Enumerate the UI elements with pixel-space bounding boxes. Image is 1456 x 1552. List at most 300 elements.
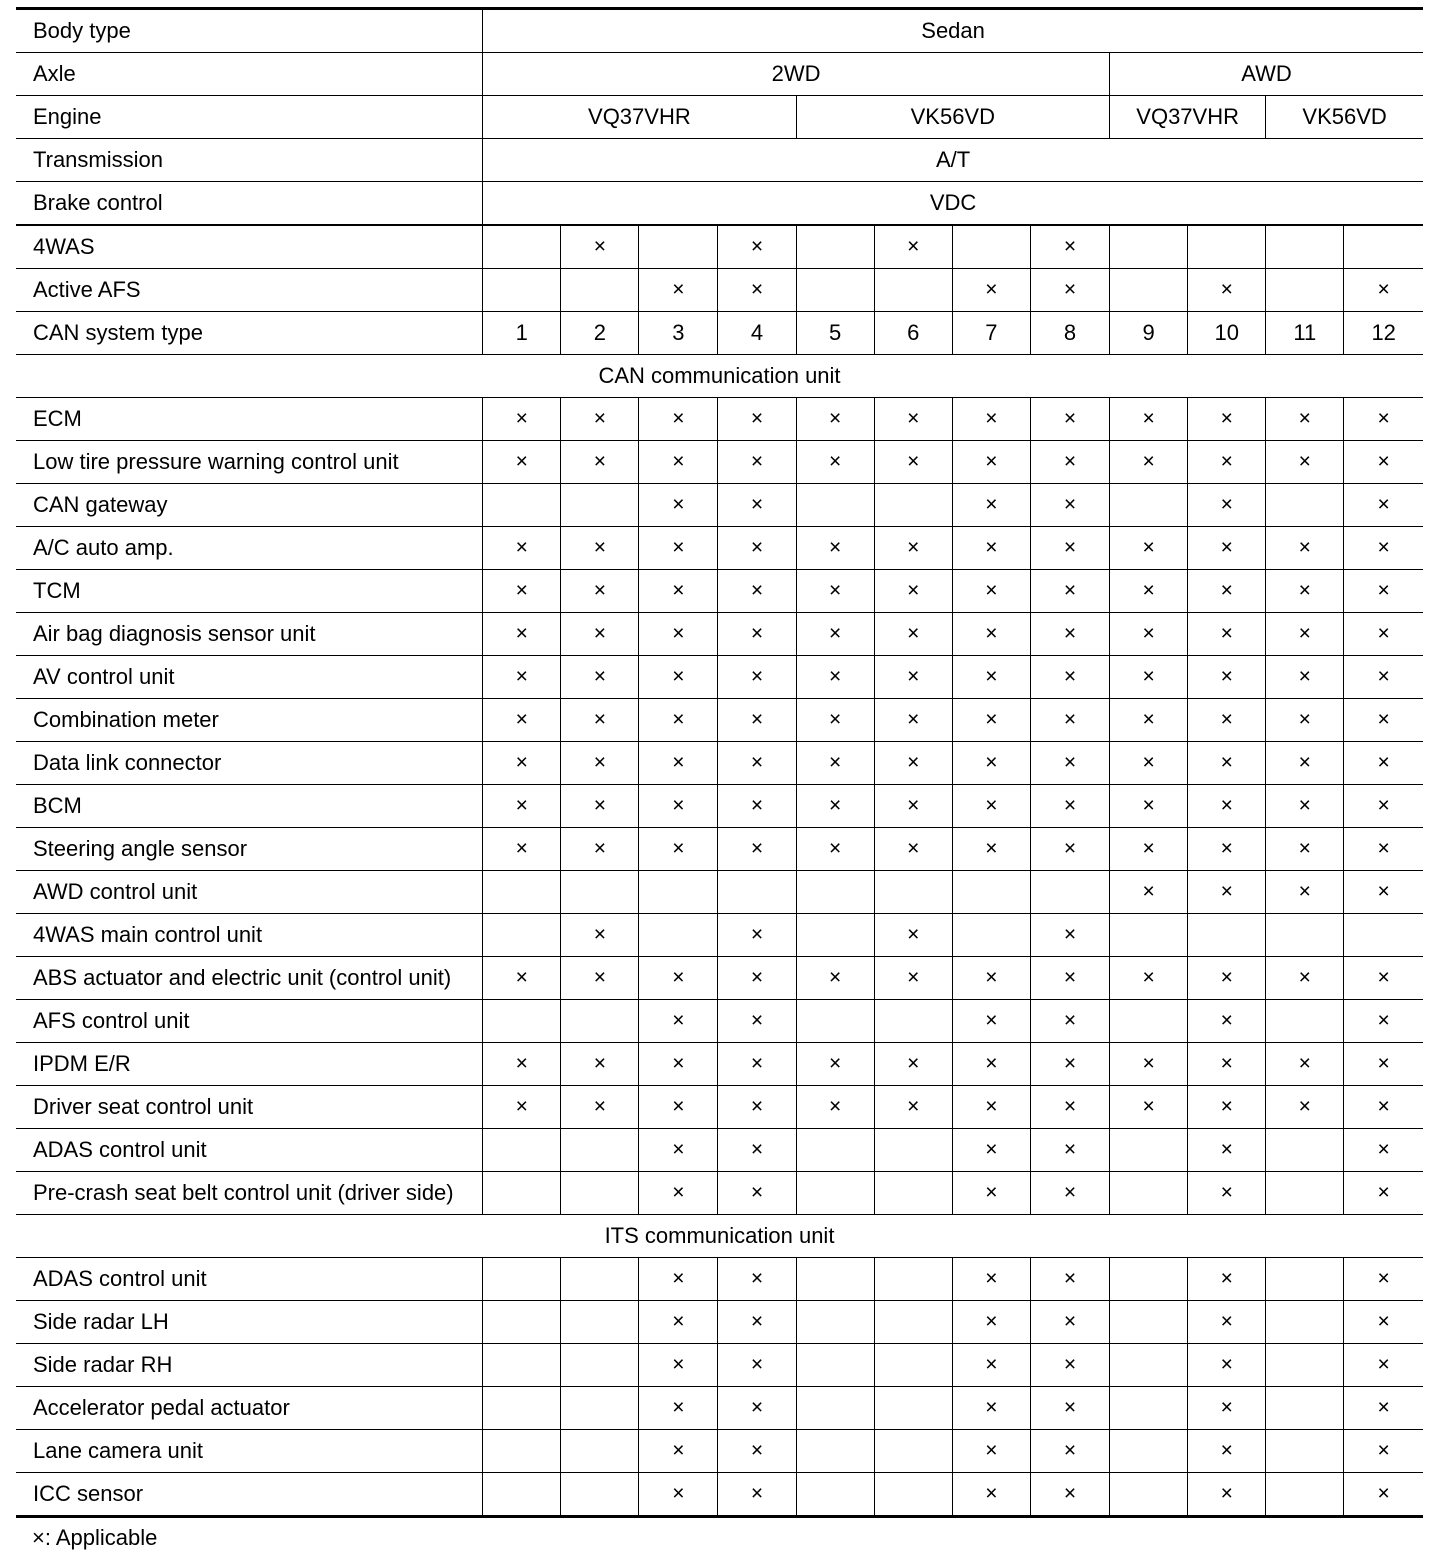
empty-cell xyxy=(874,1172,952,1215)
empty-cell xyxy=(1110,269,1188,312)
empty-cell xyxy=(1266,269,1344,312)
applicable-mark: × xyxy=(1188,1344,1266,1387)
applicable-mark: × xyxy=(1030,1086,1109,1129)
applicable-mark: × xyxy=(483,785,561,828)
applicable-mark: × xyxy=(1110,1043,1188,1086)
applicable-mark: × xyxy=(639,1258,718,1301)
unit-row xyxy=(16,871,1423,914)
applicable-mark: × xyxy=(874,914,952,957)
empty-cell xyxy=(483,1473,561,1517)
applicable-mark: × xyxy=(639,1043,718,1086)
row-label: Driver seat control unit xyxy=(16,1086,483,1129)
can-type-number: 9 xyxy=(1110,312,1188,355)
applicable-mark: × xyxy=(1188,570,1266,613)
row-label: ICC sensor xyxy=(16,1473,483,1517)
applicable-mark: × xyxy=(1030,914,1109,957)
empty-cell xyxy=(483,1000,561,1043)
applicable-mark: × xyxy=(639,570,718,613)
applicable-mark: × xyxy=(718,1473,796,1517)
empty-cell xyxy=(1110,1387,1188,1430)
unit-row xyxy=(16,484,1423,527)
applicable-mark: × xyxy=(1030,1344,1109,1387)
empty-cell xyxy=(483,914,561,957)
unit-row xyxy=(16,828,1423,871)
applicable-mark: × xyxy=(1110,785,1188,828)
empty-cell xyxy=(1266,225,1344,269)
unit-row xyxy=(16,1301,1423,1344)
applicable-mark: × xyxy=(1344,1129,1423,1172)
unit-row xyxy=(16,613,1423,656)
empty-cell xyxy=(1266,1258,1344,1301)
applicable-mark: × xyxy=(718,1258,796,1301)
applicable-mark: × xyxy=(718,1344,796,1387)
applicable-mark: × xyxy=(1188,1473,1266,1517)
applicable-mark: × xyxy=(1188,828,1266,871)
empty-cell xyxy=(1266,1387,1344,1430)
applicable-mark: × xyxy=(1188,398,1266,441)
row-label: Combination meter xyxy=(16,699,483,742)
applicable-mark: × xyxy=(952,699,1030,742)
empty-cell xyxy=(483,484,561,527)
transmission-label: Transmission xyxy=(16,139,483,182)
applicable-mark: × xyxy=(718,828,796,871)
applicable-mark: × xyxy=(483,742,561,785)
applicable-mark: × xyxy=(639,613,718,656)
brake-control-label: Brake control xyxy=(16,182,483,226)
can-type-number: 2 xyxy=(561,312,639,355)
applicable-mark: × xyxy=(639,1344,718,1387)
can-type-number: 6 xyxy=(874,312,952,355)
empty-cell xyxy=(1110,1258,1188,1301)
applicable-mark: × xyxy=(483,699,561,742)
empty-cell xyxy=(1266,1473,1344,1517)
unit-row xyxy=(16,1172,1423,1215)
applicable-mark: × xyxy=(952,828,1030,871)
can-type-number: 4 xyxy=(718,312,796,355)
body-type-label: Body type xyxy=(16,9,483,53)
applicable-mark: × xyxy=(718,269,796,312)
unit-row xyxy=(16,527,1423,570)
applicable-mark: × xyxy=(796,785,874,828)
axle-awd: AWD xyxy=(1110,53,1423,96)
applicable-mark: × xyxy=(1266,613,1344,656)
applicable-mark: × xyxy=(561,914,639,957)
applicable-mark: × xyxy=(639,527,718,570)
applicable-mark: × xyxy=(718,613,796,656)
empty-cell xyxy=(483,225,561,269)
applicable-mark: × xyxy=(952,1473,1030,1517)
applicable-mark: × xyxy=(952,957,1030,1000)
applicable-mark: × xyxy=(718,1387,796,1430)
applicable-mark: × xyxy=(718,1172,796,1215)
empty-cell xyxy=(483,1344,561,1387)
applicable-mark: × xyxy=(483,398,561,441)
engine-2wd-vk56vd: VK56VD xyxy=(796,96,1109,139)
unit-row xyxy=(16,699,1423,742)
applicable-mark: × xyxy=(952,1387,1030,1430)
applicable-mark: × xyxy=(639,1129,718,1172)
applicable-mark: × xyxy=(1188,613,1266,656)
applicable-mark: × xyxy=(718,1129,796,1172)
applicable-mark: × xyxy=(1344,484,1423,527)
applicable-mark: × xyxy=(483,570,561,613)
empty-cell xyxy=(874,484,952,527)
applicable-mark: × xyxy=(639,1473,718,1517)
empty-cell xyxy=(639,225,718,269)
row-label: CAN gateway xyxy=(16,484,483,527)
applicable-mark: × xyxy=(1344,1387,1423,1430)
unit-row xyxy=(16,1473,1423,1517)
applicable-mark: × xyxy=(952,1258,1030,1301)
empty-cell xyxy=(561,1430,639,1473)
section-title: ITS communication unit xyxy=(16,1215,1423,1258)
applicable-mark: × xyxy=(952,570,1030,613)
applicable-mark: × xyxy=(874,527,952,570)
applicable-mark: × xyxy=(639,699,718,742)
empty-cell xyxy=(1266,914,1344,957)
applicable-mark: × xyxy=(1188,656,1266,699)
empty-cell xyxy=(1266,484,1344,527)
empty-cell xyxy=(561,1473,639,1517)
empty-cell xyxy=(874,1430,952,1473)
applicable-mark: × xyxy=(1110,570,1188,613)
unit-row xyxy=(16,957,1423,1000)
engine-label: Engine xyxy=(16,96,483,139)
applicable-mark: × xyxy=(639,1301,718,1344)
row-label: BCM xyxy=(16,785,483,828)
applicable-mark: × xyxy=(1110,527,1188,570)
engine-2wd-vq37vhr: VQ37VHR xyxy=(483,96,796,139)
applicable-mark: × xyxy=(1030,742,1109,785)
row-label: Steering angle sensor xyxy=(16,828,483,871)
applicable-mark: × xyxy=(1110,957,1188,1000)
can-system-table-document xyxy=(16,7,1423,1550)
applicable-mark: × xyxy=(796,398,874,441)
brake-control-value: VDC xyxy=(483,182,1423,226)
body-type-value: Sedan xyxy=(483,9,1423,53)
applicable-mark: × xyxy=(1266,957,1344,1000)
applicable-mark: × xyxy=(1344,1086,1423,1129)
applicable-mark: × xyxy=(1266,398,1344,441)
applicable-mark: × xyxy=(1266,527,1344,570)
empty-cell xyxy=(1110,914,1188,957)
applicable-mark: × xyxy=(561,527,639,570)
empty-cell xyxy=(796,225,874,269)
empty-cell xyxy=(874,1129,952,1172)
empty-cell xyxy=(1266,1301,1344,1344)
applicable-mark: × xyxy=(639,742,718,785)
empty-cell xyxy=(874,1301,952,1344)
empty-cell xyxy=(1110,1473,1188,1517)
empty-cell xyxy=(483,1129,561,1172)
empty-cell xyxy=(796,1344,874,1387)
applicable-mark: × xyxy=(561,656,639,699)
can-type-number: 5 xyxy=(796,312,874,355)
applicable-mark: × xyxy=(1344,656,1423,699)
applicable-mark: × xyxy=(1344,570,1423,613)
empty-cell xyxy=(483,1387,561,1430)
applicable-mark: × xyxy=(561,699,639,742)
row-label: Active AFS xyxy=(16,269,483,312)
empty-cell xyxy=(718,871,796,914)
applicable-mark: × xyxy=(1344,1301,1423,1344)
empty-cell xyxy=(561,269,639,312)
applicable-mark: × xyxy=(718,441,796,484)
applicable-mark: × xyxy=(874,742,952,785)
applicable-mark: × xyxy=(718,484,796,527)
applicable-mark: × xyxy=(718,957,796,1000)
row-label: AFS control unit xyxy=(16,1000,483,1043)
applicable-mark: × xyxy=(718,1430,796,1473)
applicable-mark: × xyxy=(874,785,952,828)
option-row xyxy=(16,269,1423,312)
empty-cell xyxy=(561,1172,639,1215)
applicable-mark: × xyxy=(874,957,952,1000)
applicable-mark: × xyxy=(1344,1258,1423,1301)
applicable-mark: × xyxy=(1266,699,1344,742)
applicable-mark: × xyxy=(561,742,639,785)
applicable-mark: × xyxy=(1110,742,1188,785)
applicable-mark: × xyxy=(796,699,874,742)
applicable-mark: × xyxy=(639,828,718,871)
applicable-mark: × xyxy=(1110,1086,1188,1129)
can-type-number: 8 xyxy=(1030,312,1109,355)
applicable-mark: × xyxy=(1266,785,1344,828)
applicable-mark: × xyxy=(1110,441,1188,484)
applicable-mark: × xyxy=(952,613,1030,656)
empty-cell xyxy=(1110,225,1188,269)
empty-cell xyxy=(796,1258,874,1301)
applicable-mark: × xyxy=(483,828,561,871)
axle-label: Axle xyxy=(16,53,483,96)
applicable-mark: × xyxy=(639,1430,718,1473)
empty-cell xyxy=(796,1129,874,1172)
empty-cell xyxy=(639,914,718,957)
option-row xyxy=(16,225,1423,269)
applicable-mark: × xyxy=(952,527,1030,570)
applicable-mark: × xyxy=(1344,785,1423,828)
applicable-mark: × xyxy=(561,570,639,613)
applicable-mark: × xyxy=(1266,1086,1344,1129)
unit-row xyxy=(16,1000,1423,1043)
row-label: Accelerator pedal actuator xyxy=(16,1387,483,1430)
empty-cell xyxy=(483,871,561,914)
empty-cell xyxy=(796,871,874,914)
empty-cell xyxy=(483,1172,561,1215)
empty-cell xyxy=(796,269,874,312)
empty-cell xyxy=(1030,871,1109,914)
applicable-mark: × xyxy=(952,1086,1030,1129)
applicable-mark: × xyxy=(639,957,718,1000)
applicable-mark: × xyxy=(718,1043,796,1086)
applicable-mark: × xyxy=(1344,1430,1423,1473)
empty-cell xyxy=(952,871,1030,914)
engine-awd-vk56vd: VK56VD xyxy=(1266,96,1423,139)
applicable-mark: × xyxy=(718,742,796,785)
empty-cell xyxy=(1344,225,1423,269)
applicable-mark: × xyxy=(1188,1000,1266,1043)
row-label: IPDM E/R xyxy=(16,1043,483,1086)
applicable-mark: × xyxy=(718,699,796,742)
applicable-mark: × xyxy=(1344,1000,1423,1043)
empty-cell xyxy=(874,1473,952,1517)
applicable-mark: × xyxy=(561,613,639,656)
applicable-mark: × xyxy=(1110,398,1188,441)
unit-row xyxy=(16,441,1423,484)
empty-cell xyxy=(1110,1430,1188,1473)
applicable-mark: × xyxy=(1344,398,1423,441)
empty-cell xyxy=(874,1344,952,1387)
legend-note: ×: Applicable xyxy=(32,1525,158,1550)
applicable-mark: × xyxy=(483,1043,561,1086)
applicable-mark: × xyxy=(796,1086,874,1129)
applicable-mark: × xyxy=(561,828,639,871)
transmission-value: A/T xyxy=(483,139,1423,182)
unit-row xyxy=(16,570,1423,613)
axle-2wd: 2WD xyxy=(483,53,1110,96)
applicable-mark: × xyxy=(1030,398,1109,441)
empty-cell xyxy=(1110,1000,1188,1043)
brake-control-row xyxy=(16,182,1423,226)
applicable-mark: × xyxy=(1030,828,1109,871)
empty-cell xyxy=(796,484,874,527)
section-header-row xyxy=(16,355,1423,398)
applicable-mark: × xyxy=(874,828,952,871)
applicable-mark: × xyxy=(561,1086,639,1129)
applicable-mark: × xyxy=(1344,527,1423,570)
applicable-mark: × xyxy=(952,398,1030,441)
empty-cell xyxy=(561,1258,639,1301)
applicable-mark: × xyxy=(1266,742,1344,785)
empty-cell xyxy=(1110,1344,1188,1387)
applicable-mark: × xyxy=(952,1344,1030,1387)
applicable-mark: × xyxy=(1188,871,1266,914)
empty-cell xyxy=(796,1000,874,1043)
unit-row xyxy=(16,1258,1423,1301)
empty-cell xyxy=(483,1301,561,1344)
applicable-mark: × xyxy=(796,656,874,699)
applicable-mark: × xyxy=(1030,527,1109,570)
applicable-mark: × xyxy=(718,570,796,613)
applicable-mark: × xyxy=(1030,613,1109,656)
applicable-mark: × xyxy=(1266,570,1344,613)
applicable-mark: × xyxy=(952,1043,1030,1086)
applicable-mark: × xyxy=(1188,1258,1266,1301)
applicable-mark: × xyxy=(1266,656,1344,699)
applicable-mark: × xyxy=(1188,699,1266,742)
applicable-mark: × xyxy=(639,1387,718,1430)
applicable-mark: × xyxy=(1344,441,1423,484)
applicable-mark: × xyxy=(952,441,1030,484)
applicable-mark: × xyxy=(796,742,874,785)
can-type-number: 3 xyxy=(639,312,718,355)
applicable-mark: × xyxy=(1030,1387,1109,1430)
applicable-mark: × xyxy=(952,1301,1030,1344)
applicable-mark: × xyxy=(639,484,718,527)
empty-cell xyxy=(1266,1000,1344,1043)
applicable-mark: × xyxy=(1188,785,1266,828)
empty-cell xyxy=(561,1301,639,1344)
empty-cell xyxy=(561,1344,639,1387)
applicable-mark: × xyxy=(1188,1129,1266,1172)
empty-cell xyxy=(874,871,952,914)
empty-cell xyxy=(1266,1129,1344,1172)
applicable-mark: × xyxy=(1110,699,1188,742)
unit-row xyxy=(16,1129,1423,1172)
applicable-mark: × xyxy=(1266,828,1344,871)
can-system-type-table xyxy=(16,7,1423,1518)
applicable-mark: × xyxy=(874,398,952,441)
applicable-mark: × xyxy=(1030,957,1109,1000)
empty-cell xyxy=(561,1000,639,1043)
applicable-mark: × xyxy=(874,613,952,656)
applicable-mark: × xyxy=(1188,527,1266,570)
row-label: ADAS control unit xyxy=(16,1129,483,1172)
applicable-mark: × xyxy=(1110,828,1188,871)
can-type-number: 10 xyxy=(1188,312,1266,355)
empty-cell xyxy=(796,1172,874,1215)
applicable-mark: × xyxy=(1030,269,1109,312)
empty-cell xyxy=(1188,225,1266,269)
applicable-mark: × xyxy=(483,527,561,570)
applicable-mark: × xyxy=(1344,1344,1423,1387)
applicable-mark: × xyxy=(1030,1258,1109,1301)
applicable-mark: × xyxy=(483,656,561,699)
applicable-mark: × xyxy=(718,225,796,269)
applicable-mark: × xyxy=(874,1086,952,1129)
row-label: AWD control unit xyxy=(16,871,483,914)
applicable-mark: × xyxy=(1188,484,1266,527)
applicable-mark: × xyxy=(639,398,718,441)
applicable-mark: × xyxy=(1344,828,1423,871)
applicable-mark: × xyxy=(639,1086,718,1129)
applicable-mark: × xyxy=(1030,1043,1109,1086)
applicable-mark: × xyxy=(952,1172,1030,1215)
empty-cell xyxy=(561,1129,639,1172)
applicable-mark: × xyxy=(874,441,952,484)
applicable-mark: × xyxy=(874,656,952,699)
applicable-mark: × xyxy=(1030,785,1109,828)
applicable-mark: × xyxy=(1188,957,1266,1000)
can-system-type-row xyxy=(16,312,1423,355)
applicable-mark: × xyxy=(483,613,561,656)
empty-cell xyxy=(1188,914,1266,957)
empty-cell xyxy=(1344,914,1423,957)
applicable-mark: × xyxy=(1188,1043,1266,1086)
empty-cell xyxy=(483,1430,561,1473)
applicable-mark: × xyxy=(1344,699,1423,742)
applicable-mark: × xyxy=(1188,441,1266,484)
applicable-mark: × xyxy=(1030,1129,1109,1172)
applicable-mark: × xyxy=(874,699,952,742)
applicable-mark: × xyxy=(561,957,639,1000)
empty-cell xyxy=(1110,484,1188,527)
empty-cell xyxy=(796,1301,874,1344)
applicable-mark: × xyxy=(874,1043,952,1086)
row-label: Low tire pressure warning control unit xyxy=(16,441,483,484)
applicable-mark: × xyxy=(1030,1301,1109,1344)
applicable-mark: × xyxy=(639,1172,718,1215)
engine-row xyxy=(16,96,1423,139)
applicable-mark: × xyxy=(952,1000,1030,1043)
applicable-mark: × xyxy=(483,957,561,1000)
row-label: TCM xyxy=(16,570,483,613)
row-label: Pre-crash seat belt control unit (driver side) xyxy=(16,1172,483,1215)
empty-cell xyxy=(561,484,639,527)
can-type-number: 1 xyxy=(483,312,561,355)
applicable-mark: × xyxy=(1030,1473,1109,1517)
applicable-mark: × xyxy=(483,1086,561,1129)
